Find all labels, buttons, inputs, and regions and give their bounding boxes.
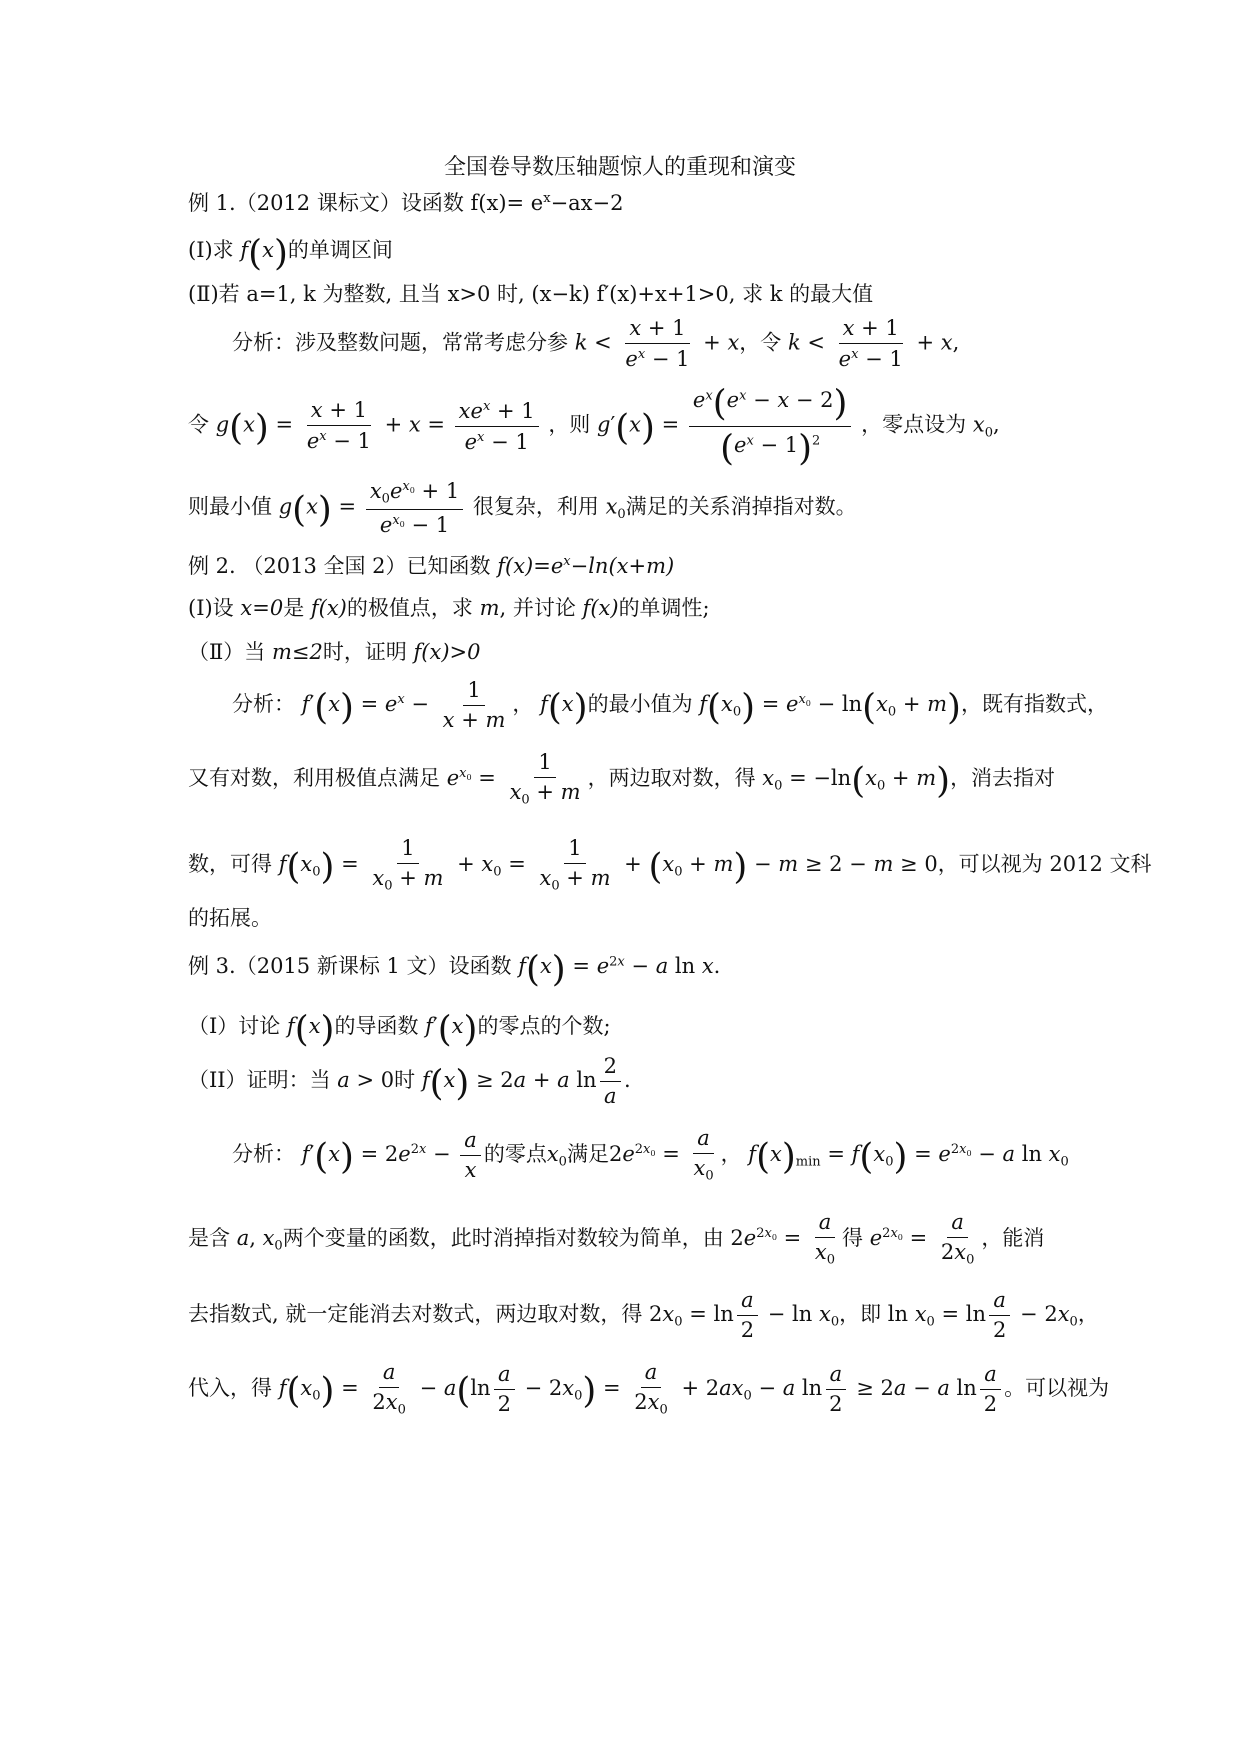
fraction: $\frac{a}{2}$ [737, 1290, 758, 1341]
fraction: $\frac{x_0e^{x_0} + 1}{e^{x_0} - 1}$ [366, 480, 463, 536]
example2-question2: （Ⅱ）当 m≤2时，证明 f(x)>0 [188, 640, 481, 664]
example3-question2: （II）证明：当 a > 0时 f(x) ≥ 2a + a ln $\frac{2}{a}$ . [188, 1054, 631, 1108]
fraction: $\frac{a}{x}$ [460, 1130, 481, 1181]
fraction: $\frac{xe^x + 1}{e^x - 1}$ [455, 400, 539, 453]
fraction: $\frac{1}{x + m}$ [442, 678, 506, 732]
example1-question1: (Ⅰ)求 f(x)的单调区间 [188, 233, 393, 274]
fraction: $\frac{a}{2x_0}$ [372, 1360, 406, 1418]
example3-heading: 例 3.（2015 新课标 1 文）设函数 $f(x) = e^{2x} - a$ ln x. [188, 949, 721, 990]
example3-question1: （I）讨论 f(x)的导函数 f′(x)的零点的个数; [188, 1009, 611, 1050]
fraction: $\frac{a}{x_0}$ [693, 1126, 714, 1184]
fraction: $\frac{a}{2}$ [825, 1364, 846, 1415]
fraction: $\frac{a}{x_0}$ [814, 1210, 836, 1268]
example1-analysis: 分析：涉及整数问题，常常考虑分参 k < $\frac{x + 1}{e^x - 1}$ + x，令 k < $\frac{x + 1}{e^x - 1}$ + x, [232, 316, 960, 371]
example2-line4: 的拓展。 [188, 906, 272, 930]
fraction: $\frac{x + 1}{e^x - 1}$ [306, 398, 371, 454]
fraction: $\frac{x + 1}{e^x - 1}$ [838, 316, 903, 371]
fraction: $\frac{2}{a}$ [600, 1056, 621, 1107]
example1-question2: (Ⅱ)若 a=1, k 为整数, 且当 x>0 时, (x−k) f′(x)+x+1>0, 求 k 的最大值 [188, 282, 874, 306]
example2-question1: (Ⅰ)设 x=0是 f(x)的极值点，求 m, 并讨论 f(x)的单调性; [188, 596, 710, 620]
example2-analysis: 分析： $f'(x) = e^x$ − $\frac{1}{x + m}$ ， f(x)的最小值为 $f(x_0) = e^{x_0} - \ln(x_0 + m)$，既有指数式， [232, 678, 1108, 732]
page-title: 全国卷导数压轴题惊人的重现和演变 [443, 155, 796, 180]
fraction: $\frac{a}{2}$ [494, 1364, 515, 1415]
fraction: $\frac{e^x(e^x - x - 2)}{(e^x - 1)^2}$ [689, 386, 852, 466]
example3-line3: 去指数式, 就一定能消去对数式，两边取对数，得 $2x_0 = \ln$ $\frac{a}{2}$ − $\ln x_0$，即 $\ln x_0 = \ln$ $\frac{a}{2}$ − $2x_0$， [188, 1288, 1099, 1342]
example2-line2: 又有对数，利用极值点满足 $e^{x_0}$ = $\frac{1}{x_0 + m}$ ，两边取对数，得 $x_0 = -\ln(x_0 + m)$，消去指对 [188, 750, 1056, 808]
fraction: $\frac{a}{2x_0}$ [940, 1210, 975, 1268]
example3-analysis: 分析： $f'(x) = 2e^{2x}$ − $\frac{a}{x}$ 的零点$x_0$满足$2e^{2x_0}$ = $\frac{a}{x_0}$ ， $f(x)_{min} = f(x_0) = e^{2x_0} - a$ $\ln x_0$ [232, 1126, 1069, 1184]
example3-line4: 代入，得 $f(x_0)$ = $\frac{a}{2x_0}$ − a(ln $\frac{a}{2}$ − $2x_0$) = $\frac{a}{2x_0}$ + $2ax_0 - a$ ln $\frac{a}{2}$ ≥ 2a − a ln $\frac{a}{2}$ 。可以视为 [188, 1360, 1110, 1418]
fraction: $\frac{a}{2}$ [989, 1290, 1010, 1341]
fraction: $\frac{1}{x_0 + m}$ [509, 750, 581, 808]
fraction: $\frac{1}{x_0 + m}$ [372, 836, 444, 894]
example1-g-function: 令 g(x) = $\frac{x + 1}{e^x - 1}$ + x = $\frac{xe^x + 1}{e^x - 1}$ ，则 g′(x) = $\frac{e^x(e^x - x - 2)}{(e^x - 1)^2}$ ，零点设为 $x_0$, [188, 383, 1000, 469]
example1-minimum: 则最小值 g(x) = $\frac{x_0e^{x_0} + 1}{e^{x_0} - 1}$ 很复杂，利用 $x_0$满足的关系消掉指对数。 [188, 478, 857, 538]
example1-heading: 例 1.（2012 课标文）设函数 $f(x)= e^x-ax-2$ [188, 190, 624, 215]
example3-line2: 是含 a, $x_0$两个变量的函数，此时消掉指对数较为简单，由 $2e^{2x_0}$ = $\frac{a}{x_0}$ 得 $e^{2x_0}$ = $\frac{a}{2x_0}$ ，能消 [188, 1210, 1045, 1268]
example2-heading: 例 2. （2013 全国 2）已知函数 $f(x)=e^x-\ln(x+m)$ [188, 553, 675, 578]
fraction: $\frac{x + 1}{e^x - 1}$ [625, 316, 690, 371]
fraction: $\frac{1}{x_0 + m}$ [539, 836, 611, 894]
fraction: $\frac{a}{2}$ [980, 1364, 1001, 1415]
fraction: $\frac{a}{2x_0}$ [634, 1360, 668, 1418]
example2-line3: 数，可得 $f(x_0)$ = $\frac{1}{x_0 + m}$ + $x_0$ = $\frac{1}{x_0 + m}$ + $(x_0 + m) - m \ge 2 - m \ge 0$，可以视为 2012 文科 [188, 836, 1152, 894]
